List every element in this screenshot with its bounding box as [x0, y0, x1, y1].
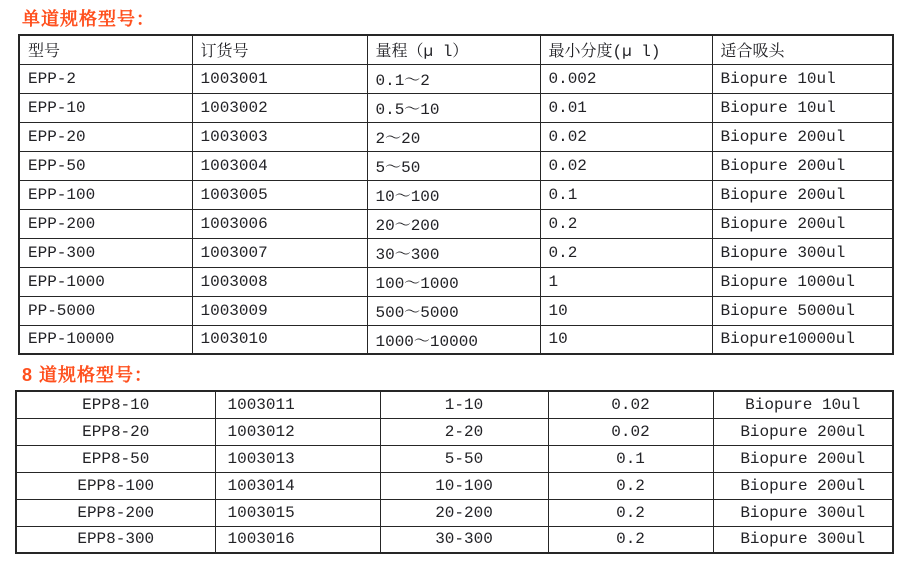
col-header-volume-range: 量程（µ l） [367, 35, 540, 64]
single-channel-spec-table [18, 34, 894, 355]
table-cell: 1003001 [192, 64, 367, 93]
eight-channel-spec-table [15, 390, 894, 554]
table-cell: Biopure 200ul [712, 122, 893, 151]
table-cell: Biopure 1000ul [712, 267, 893, 296]
table-row [16, 418, 893, 445]
table-cell: 10 [540, 325, 712, 354]
table-cell: 0.01 [540, 93, 712, 122]
table-row [19, 180, 893, 209]
table-header-row [19, 35, 893, 64]
table-row [16, 472, 893, 499]
table-cell: 1-10 [380, 391, 548, 418]
table-cell: EPP8-10 [16, 391, 215, 418]
table-cell: Biopure10000ul [712, 325, 893, 354]
table-cell: 2～20 [367, 122, 540, 151]
table-cell: EPP8-50 [16, 445, 215, 472]
table-cell: 1003015 [215, 499, 380, 526]
table-cell: 0.02 [540, 151, 712, 180]
table-cell: 5～50 [367, 151, 540, 180]
table-cell: EPP8-100 [16, 472, 215, 499]
table-cell: 1 [540, 267, 712, 296]
table-cell: EPP-10000 [19, 325, 192, 354]
table-cell: Biopure 10ul [713, 391, 893, 418]
col-header-increment: 最小分度(µ l) [540, 35, 712, 64]
table-row [19, 122, 893, 151]
table-cell: 0.1 [540, 180, 712, 209]
table-cell: 10-100 [380, 472, 548, 499]
table-cell: EPP-300 [19, 238, 192, 267]
table-cell: 0.5～10 [367, 93, 540, 122]
table-cell: 1003012 [215, 418, 380, 445]
table-cell: 20～200 [367, 209, 540, 238]
table-cell: Biopure 10ul [712, 64, 893, 93]
table-cell: Biopure 200ul [712, 209, 893, 238]
table-cell: 1003013 [215, 445, 380, 472]
table-cell: 100～1000 [367, 267, 540, 296]
table-cell: Biopure 300ul [713, 499, 893, 526]
table-row [16, 391, 893, 418]
table-cell: 1003016 [215, 526, 380, 553]
table-cell: 1003006 [192, 209, 367, 238]
table-cell: 30-300 [380, 526, 548, 553]
table-row [16, 526, 893, 553]
table-row [19, 93, 893, 122]
table-cell: Biopure 5000ul [712, 296, 893, 325]
table-row [19, 64, 893, 93]
table-cell: 20-200 [380, 499, 548, 526]
table-cell: 1003009 [192, 296, 367, 325]
table-cell: 500～5000 [367, 296, 540, 325]
table-cell: 1003005 [192, 180, 367, 209]
eight-channel-table-body [16, 391, 893, 553]
table-cell: 1000～10000 [367, 325, 540, 354]
table-cell: Biopure 300ul [712, 238, 893, 267]
table-cell: 10 [540, 296, 712, 325]
table-cell: 0.02 [548, 418, 713, 445]
table-row [16, 499, 893, 526]
table-cell: EPP-1000 [19, 267, 192, 296]
pipette-spec-sheet [0, 5, 900, 554]
table-cell: 1003011 [215, 391, 380, 418]
table-cell: 10～100 [367, 180, 540, 209]
single-channel-table-body [19, 64, 893, 354]
table-cell: 1003010 [192, 325, 367, 354]
col-header-tip-type: 适合吸头 [712, 35, 893, 64]
table-cell: 0.1～2 [367, 64, 540, 93]
table-cell: EPP-10 [19, 93, 192, 122]
table-cell: 0.2 [548, 526, 713, 553]
table-cell: 2-20 [380, 418, 548, 445]
table-cell: 0.1 [548, 445, 713, 472]
table-cell: 1003014 [215, 472, 380, 499]
table-cell: Biopure 200ul [712, 180, 893, 209]
col-header-order-number: 订货号 [192, 35, 367, 64]
table-cell: 0.2 [540, 209, 712, 238]
table-cell: EPP-20 [19, 122, 192, 151]
table-row [19, 296, 893, 325]
table-row [16, 445, 893, 472]
table-cell: Biopure 200ul [713, 472, 893, 499]
table-cell: EPP8-200 [16, 499, 215, 526]
table-cell: 1003004 [192, 151, 367, 180]
table-cell: 1003008 [192, 267, 367, 296]
table-row [19, 151, 893, 180]
table-cell: 0.2 [548, 499, 713, 526]
table-cell: Biopure 300ul [713, 526, 893, 553]
section-heading-eight-channel: 8 道规格型号： [22, 365, 154, 385]
table-cell: 0.002 [540, 64, 712, 93]
table-row [19, 209, 893, 238]
table-cell: Biopure 200ul [713, 445, 893, 472]
table-cell: PP-5000 [19, 296, 192, 325]
table-cell: EPP8-300 [16, 526, 215, 553]
table-cell: 1003003 [192, 122, 367, 151]
table-row [19, 325, 893, 354]
table-cell: Biopure 200ul [713, 418, 893, 445]
table-cell: 5-50 [380, 445, 548, 472]
table-cell: Biopure 10ul [712, 93, 893, 122]
col-header-model: 型号 [19, 35, 192, 64]
table-cell: EPP-2 [19, 64, 192, 93]
table-cell: 0.02 [540, 122, 712, 151]
table-row [19, 238, 893, 267]
table-cell: 30～300 [367, 238, 540, 267]
table-cell: EPP8-20 [16, 418, 215, 445]
table-cell: EPP-50 [19, 151, 192, 180]
table-cell: EPP-200 [19, 209, 192, 238]
table-cell: 1003007 [192, 238, 367, 267]
table-cell: 0.2 [540, 238, 712, 267]
table-cell: Biopure 200ul [712, 151, 893, 180]
table-cell: 1003002 [192, 93, 367, 122]
table-cell: 0.2 [548, 472, 713, 499]
table-cell: 0.02 [548, 391, 713, 418]
table-cell: EPP-100 [19, 180, 192, 209]
section-heading-single-channel: 单道规格型号： [22, 9, 155, 29]
table-row [19, 267, 893, 296]
